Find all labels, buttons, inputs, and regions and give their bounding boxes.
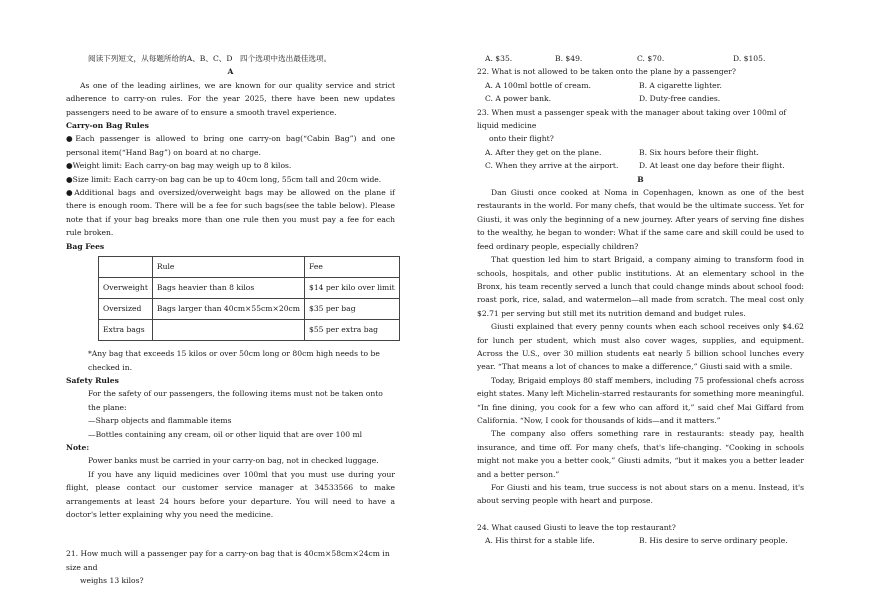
passage-b-paragraph-4: Today, Brigaid employs 80 staff members, including 75 professional chefs across eight states. Many left Michelin-starred restaurants for something more meaningful. “In fine dining, you cook for a few who can afford it,” said chef Mai Giffard from California. “Now, I cook for thousands of kids—and it matters.” bbox=[477, 375, 804, 425]
table-cell bbox=[152, 320, 304, 341]
option: B. $49. bbox=[555, 54, 583, 63]
option: D. Duty-free candies. bbox=[639, 94, 721, 104]
passage-b-paragraph-6: For Giusti and his team, true success is not about stars on a menu. Instead, it's about serving people with heart and purpose. bbox=[477, 483, 804, 506]
table-cell: $35 per bag bbox=[305, 299, 400, 320]
intro-paragraph: As one of the leading airlines, we are known for our quality service and strict adherence to carry-on rules. For the year 2025, there have been new updates passengers need to be aware of to ensure a smooth travel experience. bbox=[66, 80, 395, 117]
left-column bbox=[66, 52, 395, 588]
safety-intro: For the safety of our passengers, the following items must not be taken onto the plane: bbox=[88, 389, 383, 412]
table-row bbox=[99, 299, 400, 320]
option: A. His thirst for a stable life. bbox=[485, 536, 595, 546]
question-22: 22. What is not allowed to be taken onto the plane by a passenger? bbox=[477, 67, 736, 77]
table-header-cell bbox=[99, 257, 153, 278]
carry-on-heading: Carry-on Bag Rules bbox=[66, 121, 149, 131]
question-23-options-row-2 bbox=[477, 159, 804, 172]
question-22-options-row-1 bbox=[477, 79, 804, 92]
option: B. A cigarette lighter. bbox=[639, 80, 722, 90]
question-23-line-1: 23. When must a passenger speak with the manager about taking over 100ml of liquid medicine bbox=[477, 107, 787, 131]
option: A. After they get on the plane. bbox=[485, 147, 602, 157]
question-24-options bbox=[477, 534, 804, 547]
table-header-row bbox=[99, 257, 400, 278]
passage-b-paragraph-5: The company also offers something rare in restaurants: steady pay, health insurance, and time off. For many chefs, that's life-changing. “Cooking in schools might not make you a better cook,” Giusti admits, “but it makes you a better leader and a better person.” bbox=[477, 429, 804, 479]
rule-3: ●Size limit: Each carry-on bag can be up to 40cm long, 55cm tall and 20cm wide. bbox=[66, 174, 382, 184]
note-2: If you have any liquid medicines over 100ml that you must use during your flight, please contact our customer service manager at 34533566 to make arrangements at least 24 hours before your departure. You will need to have a doctor's letter explaining why you need the medicine. bbox=[66, 469, 395, 519]
option: A. A 100ml bottle of cream. bbox=[485, 80, 591, 90]
note-heading: Note: bbox=[66, 442, 90, 452]
table-header-cell: Fee bbox=[305, 257, 400, 278]
bag-fees-table bbox=[98, 256, 400, 341]
bag-fees-heading: Bag Fees bbox=[66, 241, 105, 251]
table-cell: Overweight bbox=[99, 278, 153, 299]
table-note: *Any bag that exceeds 15 kilos or over 50cm long or 80cm high needs to be checked in. bbox=[88, 349, 380, 372]
passage-b-paragraph-3: Giusti explained that every penny counts when each school receives only $4.62 for lunch per student, which must also cover wages, supplies, and equipment. Across the U.S., over 30 million students eat nearly 5 billion school lunches every year. “That means a lot of chances to make a difference,” Giusti said with a smile. bbox=[477, 322, 804, 372]
table-row bbox=[99, 278, 400, 299]
passage-b-paragraph-1: Dan Giusti once cooked at Noma in Copenhagen, known as one of the best restaurants in the world. For many chefs, that would be the ultimate success. Yet for Giusti, it was only the beginning of a new journey. After years of serving fine dishes to the wealthy, he began to wonder: What if the same care and skill could be used to feed ordinary people, especially children? bbox=[477, 188, 804, 251]
table-cell: $14 per kilo over limit bbox=[305, 278, 400, 299]
table-row bbox=[99, 320, 400, 341]
option: C. When they arrive at the airport. bbox=[485, 161, 619, 171]
passage-label-a: A bbox=[227, 67, 234, 77]
option: C. $70. bbox=[637, 54, 665, 63]
table-cell: Oversized bbox=[99, 299, 153, 320]
question-21-line-2: weighs 13 kilos? bbox=[80, 576, 144, 586]
table-header-cell: Rule bbox=[152, 257, 304, 278]
option: A. $35. bbox=[485, 54, 513, 63]
question-21-options bbox=[477, 52, 804, 65]
question-21-line-1: 21. How much will a passenger pay for a carry-on bag that is 40cm×58cm×24cm in size and bbox=[66, 549, 390, 572]
note-1: Power banks must be carried in your carry-on bag, not in checked luggage. bbox=[88, 456, 379, 466]
question-24: 24. What caused Giusti to leave the top restaurant? bbox=[477, 522, 676, 532]
option: B. His desire to serve ordinary people. bbox=[639, 536, 788, 546]
rule-4: ●Additional bags and oversized/overweight bags may be allowed on the plane if there is enough room. There will be a fee for such bags(see the table below). Please note that if your bag breaks more than one rule then you must pay a fee for each rule broken. bbox=[66, 188, 395, 238]
table-cell: Bags heavier than 8 kilos bbox=[152, 278, 304, 299]
rule-2: ●Weight limit: Each carry-on bag may weigh up to 8 kilos. bbox=[66, 161, 292, 171]
question-22-options-row-2 bbox=[477, 92, 804, 105]
question-23-options-row-1 bbox=[477, 146, 804, 159]
table-cell: $55 per extra bag bbox=[305, 320, 400, 341]
passage-label-b: B bbox=[637, 174, 644, 184]
question-23-line-2: onto their flight? bbox=[489, 134, 554, 144]
table-cell: Bags larger than 40cm×55cm×20cm bbox=[152, 299, 304, 320]
option: C. A power bank. bbox=[485, 94, 552, 104]
option: B. Six hours before their flight. bbox=[639, 147, 759, 157]
safety-item-1: —Sharp objects and flammable items bbox=[88, 416, 232, 426]
safety-heading: Safety Rules bbox=[66, 375, 119, 385]
instruction: 阅读下列短文，从每题所给的A、B、C、D 四个选项中选出最佳选项。 bbox=[88, 54, 332, 63]
option: D. $105. bbox=[733, 54, 766, 63]
right-column bbox=[477, 52, 804, 548]
option: D. At least one day before their flight. bbox=[639, 161, 785, 171]
safety-item-2: —Bottles containing any cream, oil or other liquid that are over 100 ml bbox=[88, 429, 363, 439]
rule-1: ●Each passenger is allowed to bring one carry-on bag(“Cabin Bag”) and one personal item(“Hand Bag”) on board at no charge. bbox=[66, 134, 395, 157]
passage-b-paragraph-2: That question led him to start Brigaid, a company aiming to transform food in schools, hospitals, and other public institutions. At an elementary school in the Bronx, his team recently served a lunch that could change minds about school food: roast pork, rice, salad, and watermelon—all made from scratch. The meal cost only $2.71 per serving but still met its nutrition demand and budget rules. bbox=[477, 255, 804, 318]
table-cell: Extra bags bbox=[99, 320, 153, 341]
